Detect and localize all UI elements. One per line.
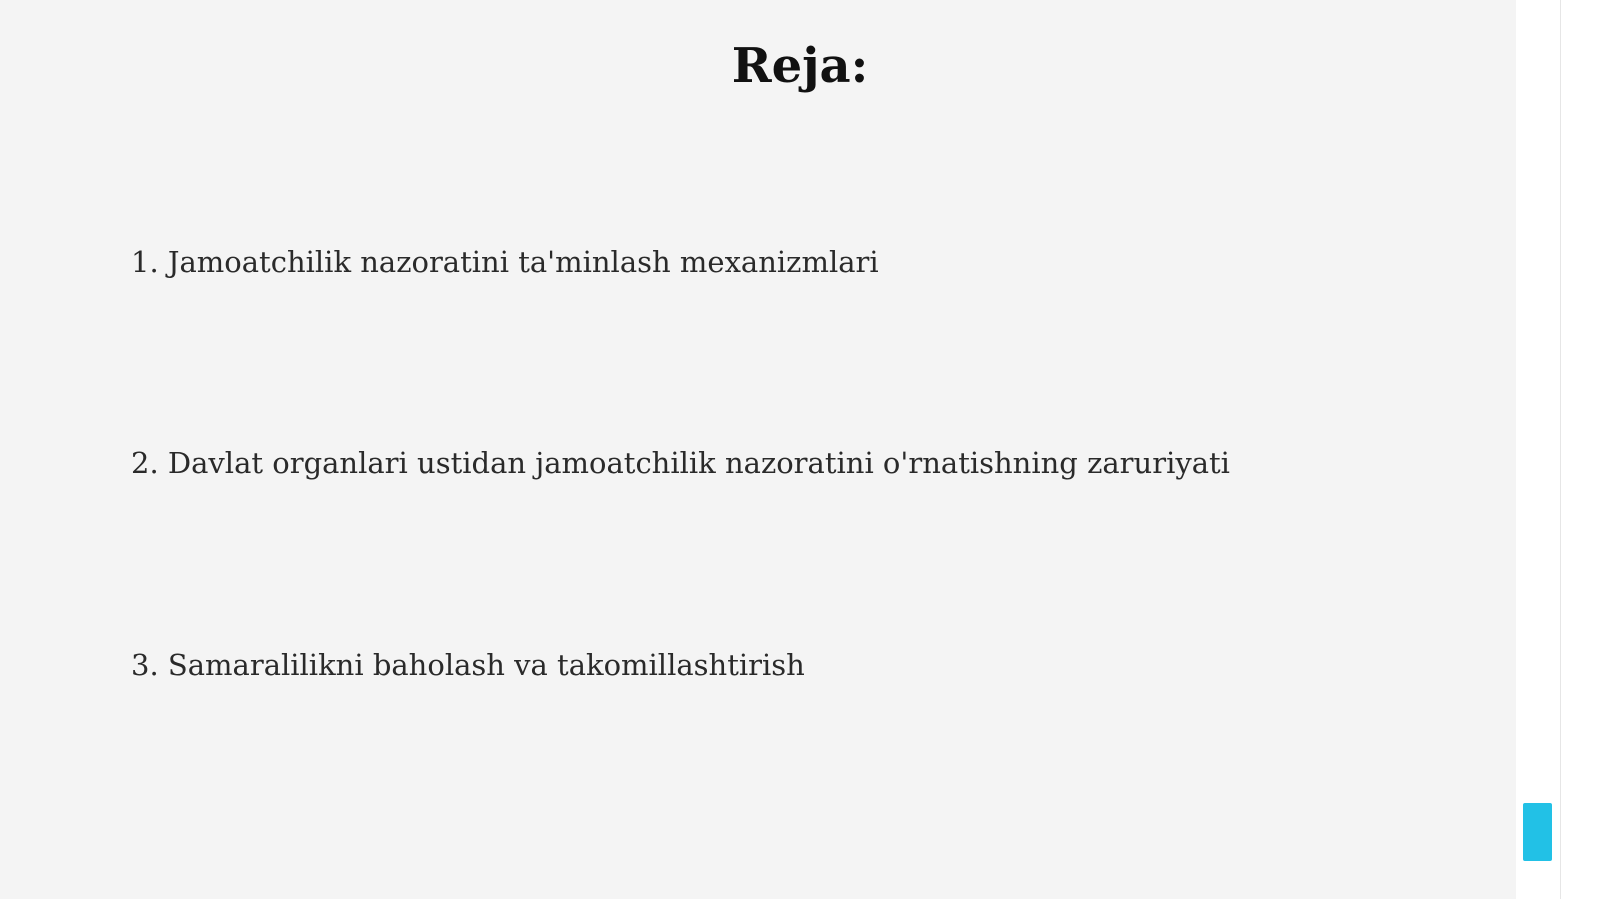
plan-item-3: 3. Samaralilikni baholash va takomillashtirish	[131, 648, 805, 682]
side-panel	[1516, 0, 1600, 899]
plan-item-2: 2. Davlat organlari ustidan jamoatchilik nazoratini o'rnatishning zaruriyati	[131, 446, 1230, 480]
plan-item-1: 1. Jamoatchilik nazoratini ta'minlash mexanizmlari	[131, 245, 879, 279]
side-panel-handle[interactable]	[1523, 803, 1552, 861]
side-panel-divider	[1560, 0, 1561, 899]
slide-title: Reja:	[731, 38, 869, 94]
